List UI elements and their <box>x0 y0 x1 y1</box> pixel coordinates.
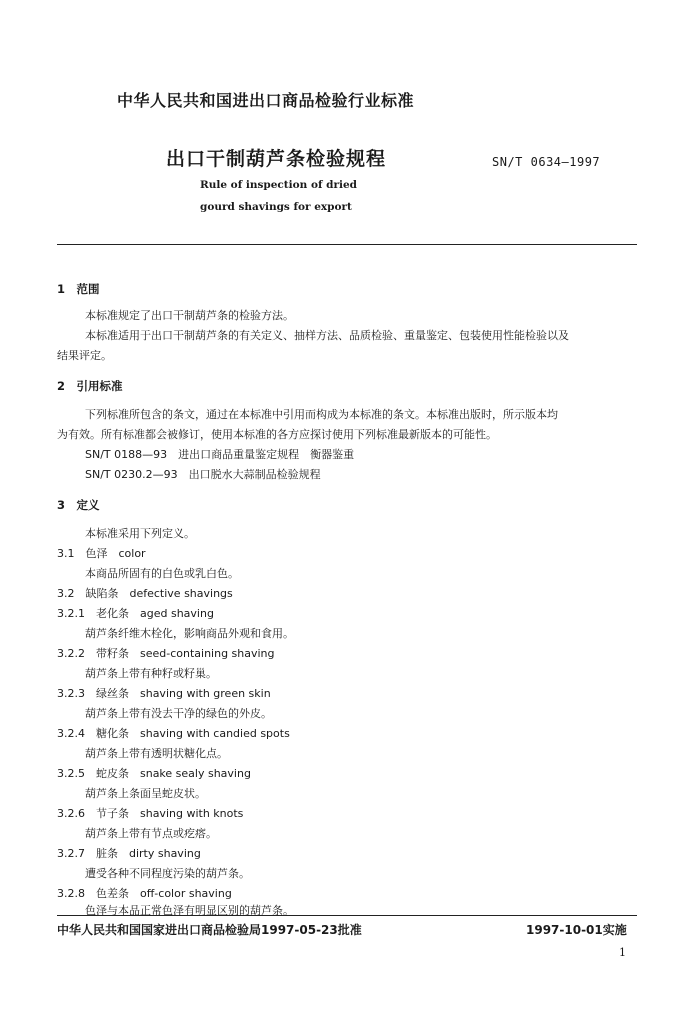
english-title-line2: gourd shavings for export <box>200 201 352 213</box>
definition-3-1-text: 本商品所固有的白色或乳白色。 <box>85 567 239 580</box>
reference-standard-1: SN/T 0188—93 进出口商品重量鉴定规程 衡器鉴重 <box>85 448 355 461</box>
section-3-heading: 3 定义 <box>57 498 100 512</box>
section-2-paragraph-cont: 为有效。所有标准都会被修订，使用本标准的各方应探讨使用下列标准最新版本的可能性。 <box>57 428 497 441</box>
definition-3-2-8-term: 3.2.8 色差条 off-color shaving <box>57 887 232 900</box>
definitions-intro: 本标准采用下列定义。 <box>85 527 195 540</box>
definition-3-2-5-text: 葫芦条上条面呈蛇皮状。 <box>85 787 206 800</box>
standard-code: SN/T 0634—1997 <box>492 155 601 169</box>
english-title-line1: Rule of inspection of dried <box>200 179 358 191</box>
section-1-paragraph-2: 本标准适用于出口干制葫芦条的有关定义、抽样方法、品质检验、重量鉴定、包装使用性能检验以及 <box>85 329 569 342</box>
section-2-paragraph: 下列标准所包含的条文，通过在本标准中引用而构成为本标准的条文。本标准出版时，所示版本均 <box>85 408 558 421</box>
implementation-date: 1997-10-01实施 <box>526 923 627 937</box>
definition-3-2-2-text: 葫芦条上带有种籽或籽巢。 <box>85 667 217 680</box>
reference-standard-2: SN/T 0230.2—93 出口脱水大蒜制品检验规程 <box>85 468 321 481</box>
definition-3-2-2-term: 3.2.2 带籽条 seed-containing shaving <box>57 647 275 660</box>
section-2-heading: 2 引用标准 <box>57 379 123 393</box>
definition-3-2-1-term: 3.2.1 老化条 aged shaving <box>57 607 214 620</box>
definition-3-2-4-term: 3.2.4 糖化条 shaving with candied spots <box>57 727 290 740</box>
definition-3-2-3-term: 3.2.3 绿丝条 shaving with green skin <box>57 687 271 700</box>
header-divider <box>57 244 637 245</box>
definition-3-2-7-term: 3.2.7 脏条 dirty shaving <box>57 847 201 860</box>
approval-authority-date: 中华人民共和国国家进出口商品检验局1997-05-23批准 <box>57 923 362 937</box>
page-number: 1 <box>619 946 626 959</box>
definition-3-2-6-text: 葫芦条上带有节点或疙瘩。 <box>85 827 217 840</box>
standard-category-header: 中华人民共和国进出口商品检验行业标准 <box>117 91 415 110</box>
definition-3-1-term: 3.1 色泽 color <box>57 547 146 560</box>
footer-divider <box>57 915 637 916</box>
section-1-heading: 1 范围 <box>57 282 100 296</box>
document-title: 出口干制葫芦条检验规程 <box>166 148 387 170</box>
definition-3-2-7-text: 遭受各种不同程度污染的葫芦条。 <box>85 867 250 880</box>
section-1-paragraph-1: 本标准规定了出口干制葫芦条的检验方法。 <box>85 309 294 322</box>
section-1-paragraph-2-cont: 结果评定。 <box>57 349 112 362</box>
definition-3-2-4-text: 葫芦条上带有透明状糖化点。 <box>85 747 228 760</box>
definition-3-2-term: 3.2 缺陷条 defective shavings <box>57 587 233 600</box>
definition-3-2-6-term: 3.2.6 节子条 shaving with knots <box>57 807 244 820</box>
definition-3-2-1-text: 葫芦条纤维木栓化，影响商品外观和食用。 <box>85 627 294 640</box>
definition-3-2-5-term: 3.2.5 蛇皮条 snake sealy shaving <box>57 767 251 780</box>
definition-3-2-8-text: 色泽与本品正常色泽有明显区别的葫芦条。 <box>85 904 294 917</box>
definition-3-2-3-text: 葫芦条上带有没去干净的绿色的外皮。 <box>85 707 272 720</box>
